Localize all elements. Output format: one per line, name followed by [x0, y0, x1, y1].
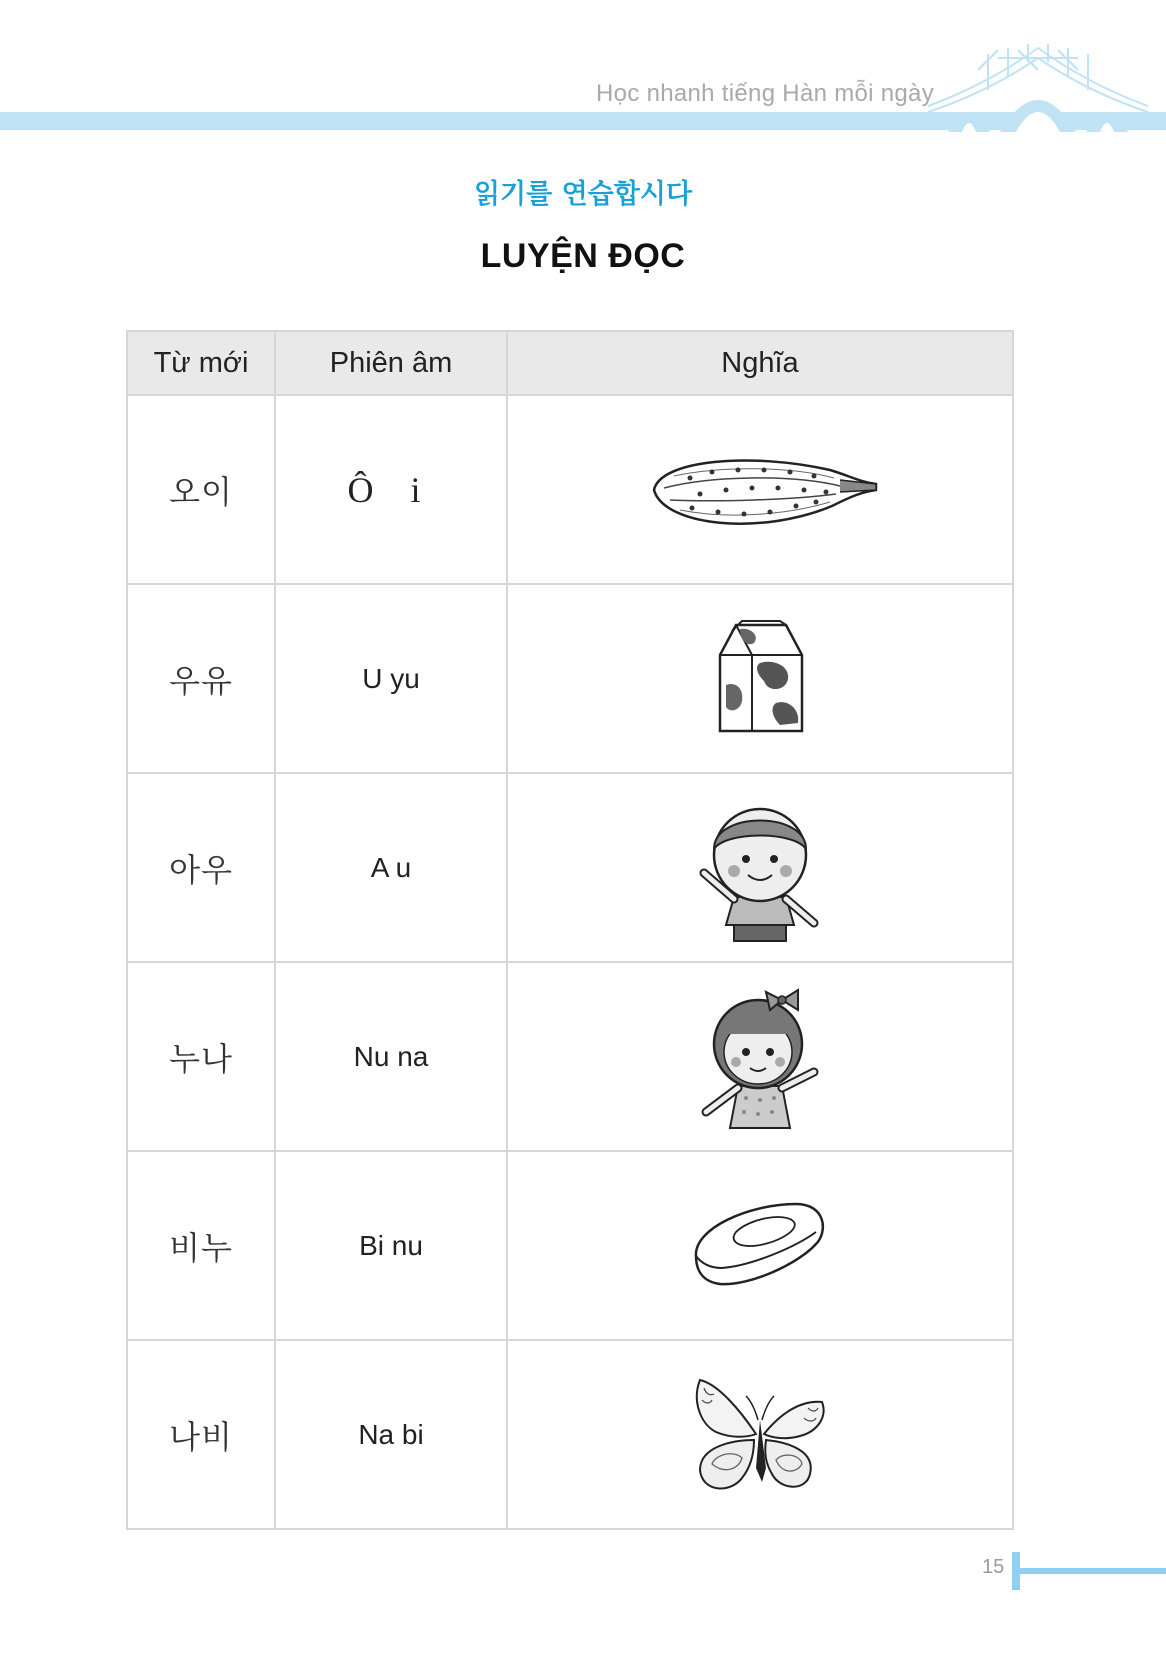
- pronunciation: U yu: [362, 662, 420, 694]
- bridge-icon: [928, 40, 1148, 132]
- vocabulary-table: [126, 330, 1014, 1530]
- korean-word: 우유: [169, 661, 233, 700]
- page-title: LUYỆN ĐỌC: [480, 237, 686, 275]
- page-number: 15: [982, 1556, 1005, 1578]
- book-title: Học nhanh tiếng Hàn mỗi ngày: [596, 80, 934, 107]
- pronunciation: Bi nu: [359, 1229, 423, 1261]
- column-header-pronunciation: Phiên âm: [275, 331, 507, 395]
- soap-icon: [690, 1198, 830, 1294]
- table-row: [127, 773, 1013, 962]
- table-row: [127, 1340, 1013, 1529]
- footer-line: [1014, 1568, 1166, 1574]
- pronunciation: Ô i: [347, 469, 435, 510]
- korean-word: 비누: [169, 1228, 233, 1267]
- column-header-word: Từ mới: [127, 331, 275, 395]
- girl-icon: [690, 982, 830, 1132]
- korean-word: 오이: [169, 472, 233, 511]
- pronunciation: Nu na: [353, 1040, 429, 1072]
- milk-carton-icon: [710, 619, 810, 739]
- korean-word: 나비: [169, 1417, 233, 1456]
- table-row: [127, 395, 1013, 584]
- butterfly-icon: [690, 1370, 830, 1500]
- column-header-meaning: Nghĩa: [507, 331, 1013, 395]
- korean-word: 누나: [169, 1039, 233, 1078]
- korean-word: 아우: [169, 850, 233, 889]
- korean-heading: 읽기를 연습합시다: [473, 179, 693, 210]
- cucumber-icon: [640, 440, 880, 540]
- table-row: [127, 584, 1013, 773]
- table-header-row: [127, 331, 1013, 395]
- boy-icon: [690, 793, 830, 943]
- pronunciation: Na bi: [358, 1418, 424, 1450]
- pronunciation: A u: [370, 851, 412, 883]
- table-row: [127, 962, 1013, 1151]
- table-row: [127, 1151, 1013, 1340]
